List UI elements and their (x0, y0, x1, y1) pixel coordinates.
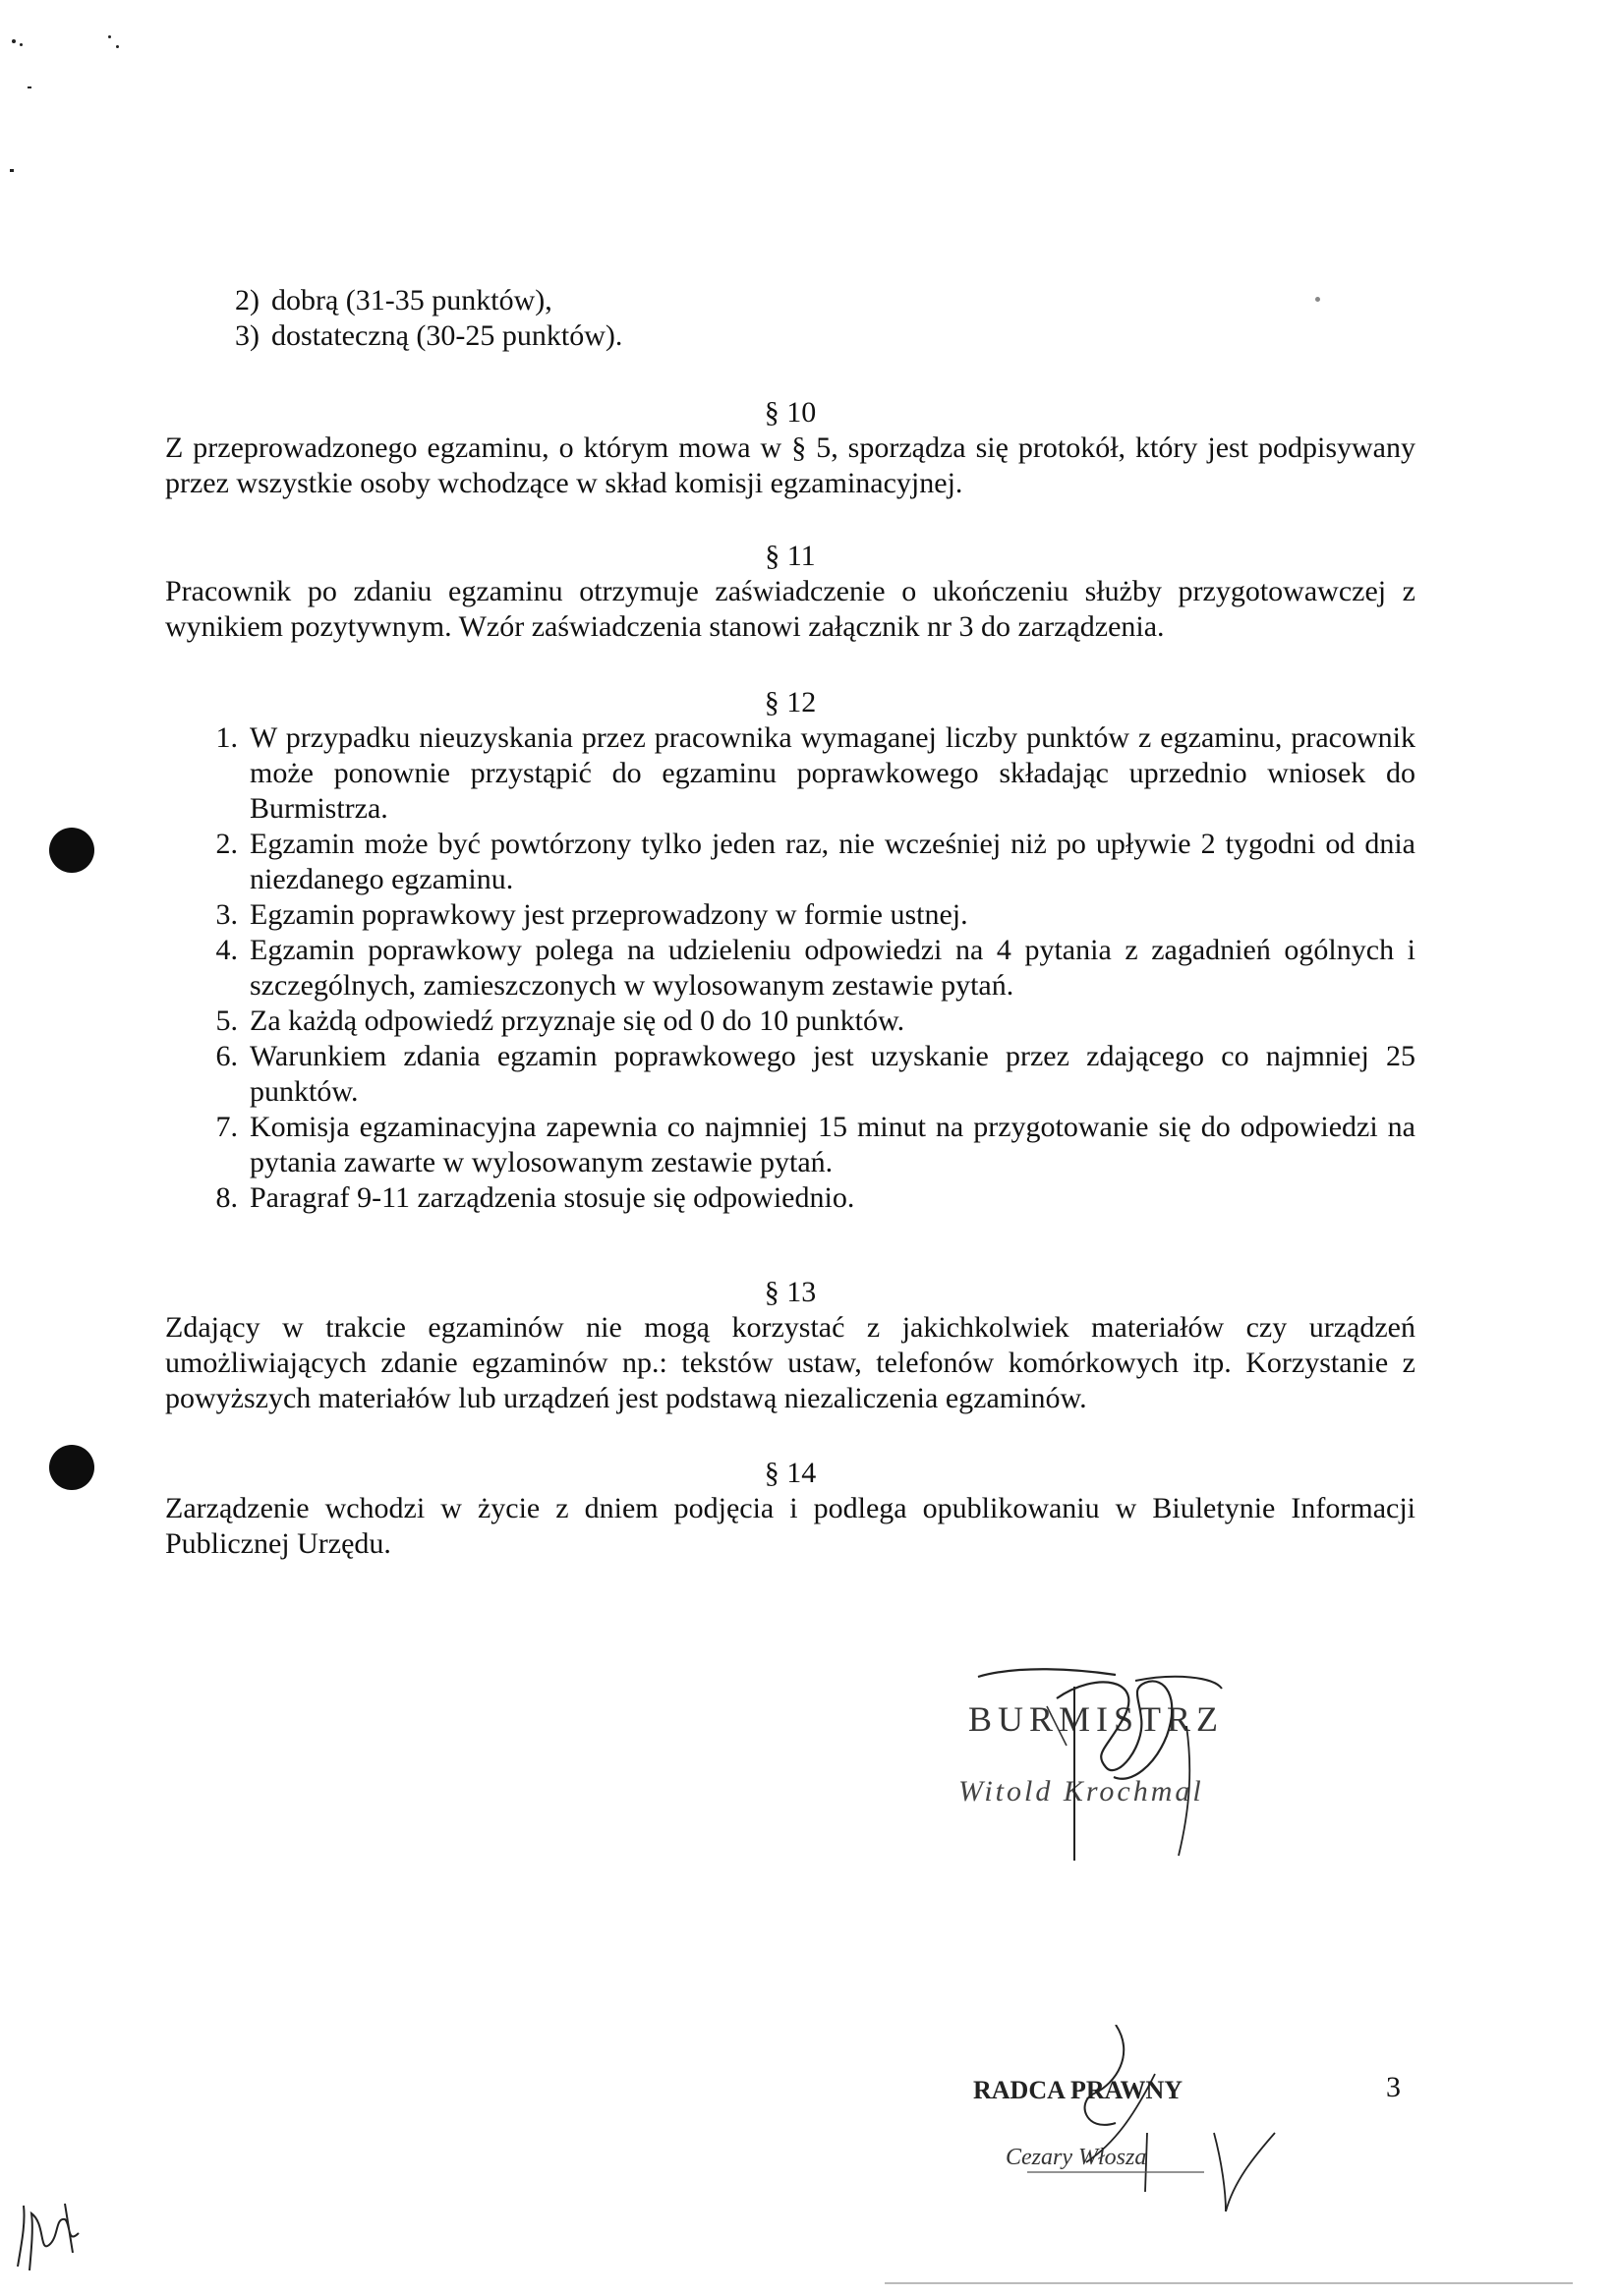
section-heading: § 11 (765, 540, 816, 572)
stamp-name: Cezary Włosza (1006, 2145, 1147, 2170)
section-body: Zarządzenie wchodzi w życie z dniem podjęcia i podlega opublikowaniu w Biuletynie Informacji Publicznej Urzędu. (165, 1492, 1415, 1560)
section-body: Pracownik po zdaniu egzaminu otrzymuje zaświadczenie o ukończeniu służby przygotowawczej z wynikiem pozytywnym. Wzór zaświadczenia stanowi załącznik nr 3 do zarządzenia. (165, 575, 1415, 643)
list-item (199, 1039, 1415, 1110)
scan-speck (28, 86, 31, 88)
scan-speck (108, 35, 111, 38)
handwritten-signature (958, 1659, 1332, 1866)
list-text: Egzamin poprawkowy jest przeprowadzony w formie ustnej. (250, 898, 968, 931)
list-item (199, 1004, 1415, 1039)
list-text: dostateczną (30-25 punktów). (271, 319, 623, 352)
list-number: 4. (215, 934, 238, 966)
scan-speck (10, 169, 14, 172)
list-item (199, 720, 1415, 827)
section-heading: § 10 (764, 396, 817, 429)
handwritten-initials (968, 2025, 1283, 2221)
section-heading: § 12 (764, 686, 817, 718)
list-item (199, 1180, 1415, 1216)
list-item (199, 827, 1415, 897)
list-text: Egzamin poprawkowy polega na udzieleniu odpowiedzi na 4 pytania z zagadnień ogólnych i szczególnych, zamieszczonych w wylosowanym zestawie pytań. (250, 934, 1415, 1002)
scan-speck (20, 43, 23, 46)
section-heading: § 13 (764, 1276, 817, 1308)
section-14 (165, 1456, 1415, 1562)
list-number: 5. (215, 1004, 238, 1037)
scan-speck (12, 39, 16, 43)
section-13 (165, 1275, 1415, 1416)
mayor-title: BURMISTRZ (968, 1699, 1225, 1739)
list-text: Za każdą odpowiedź przyznaje się od 0 do 10 punktów. (250, 1004, 905, 1037)
section-body: Zdający w trakcie egzaminów nie mogą korzystać z jakichkolwiek materiałów czy urządzeń umożliwiających zdanie egzaminów np.: tekstów ustaw, telefonów komórkowych itp. Korzystanie z powyższych materiałów lub urządzeń jest podstawą niezaliczenia egzaminów. (165, 1311, 1415, 1414)
list-item (165, 283, 1415, 318)
punch-hole (49, 1445, 94, 1490)
list-item (199, 933, 1415, 1004)
stamp-title: RADCA PRAWNY (973, 2076, 1183, 2104)
list-text: Komisja egzaminacyjna zapewnia co najmniej 15 minut na przygotowanie się do odpowiedzi na pytania zawarte w wylosowanym zestawie pytań. (250, 1111, 1415, 1178)
list-number: 3. (215, 898, 238, 931)
list-number: 2) (235, 284, 260, 316)
list-item (165, 318, 1415, 354)
list-item (199, 1110, 1415, 1180)
list-text: Paragraf 9-11 zarządzenia stosuje się odpowiednio. (250, 1181, 855, 1214)
punch-hole (49, 828, 94, 873)
list-text: dobrą (31-35 punktów), (271, 284, 552, 316)
list-text: W przypadku nieuzyskania przez pracownika wymaganej liczby punktów z egzaminu, pracownik może ponownie przystąpić do egzaminu poprawkowego składając uprzednio wniosek do Burmistrza. (250, 721, 1415, 825)
scan-edge-line (885, 2282, 1573, 2284)
section-body: Z przeprowadzonego egzaminu, o którym mowa w § 5, sporządza się protokół, który jest podpisywany przez wszystkie osoby wchodzące w skład komisji egzaminacyjnej. (165, 431, 1415, 499)
section-12 (165, 685, 1415, 1216)
list-number: 3) (235, 319, 260, 352)
numbered-list (165, 720, 1415, 1216)
list-number: 8. (215, 1181, 238, 1214)
section-heading: § 14 (764, 1457, 817, 1489)
list-text: Warunkiem zdania egzamin poprawkowego jest uzyskanie przez zdającego co najmniej 25 punktów. (250, 1040, 1415, 1108)
list-item (199, 897, 1415, 933)
section-11 (165, 539, 1415, 645)
scan-speck (116, 45, 119, 48)
margin-handwritten-mark (10, 2184, 88, 2282)
section-10 (165, 395, 1415, 501)
list-text: Egzamin może być powtórzony tylko jeden raz, nie wcześniej niż po upływie 2 tygodni od dnia niezdanego egzaminu. (250, 828, 1415, 895)
intro-list (165, 283, 1415, 354)
page-number: 3 (1386, 2071, 1401, 2103)
list-number: 6. (215, 1040, 238, 1072)
mayor-signature-block (958, 1659, 1332, 1866)
list-number: 2. (215, 828, 238, 860)
mayor-name: Witold Krochmal (958, 1775, 1204, 1808)
list-number: 7. (215, 1111, 238, 1143)
list-number: 1. (215, 721, 238, 754)
legal-counsel-stamp (968, 2025, 1283, 2221)
